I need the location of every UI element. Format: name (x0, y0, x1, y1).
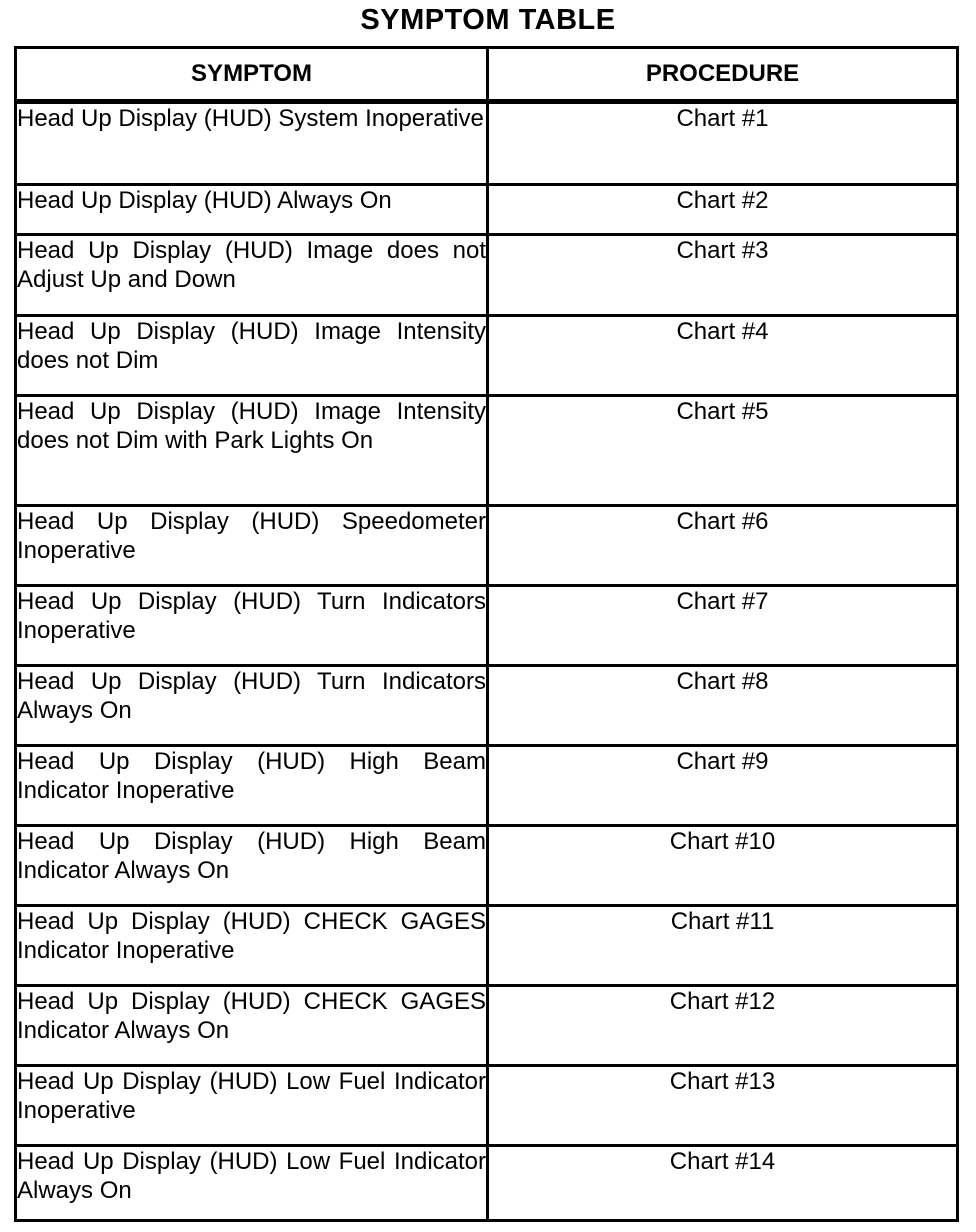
table-row (16, 1146, 958, 1221)
table-row (16, 235, 958, 316)
symptom-cell: Head Up Display (HUD) High Beam Indicator Inoperative (16, 746, 488, 826)
procedure-cell: Chart #12 (488, 986, 958, 1066)
procedure-cell: Chart #11 (488, 906, 958, 986)
procedure-cell: Chart #13 (488, 1066, 958, 1146)
procedure-cell: Chart #7 (488, 586, 958, 666)
symptom-cell: Head Up Display (HUD) Speedometer Inoperative (16, 506, 488, 586)
table-header-row (16, 48, 958, 102)
table-row (16, 185, 958, 235)
symptom-cell: Head Up Display (HUD) Always On (16, 185, 488, 235)
table-row (16, 316, 958, 396)
procedure-cell: Chart #4 (488, 316, 958, 396)
table-row (16, 506, 958, 586)
table-row (16, 1066, 958, 1146)
symptom-cell: Head Up Display (HUD) System Inoperative (16, 102, 488, 185)
symptom-cell: Head Up Display (HUD) Image Intensity does not Dim (16, 316, 488, 396)
table-row (16, 586, 958, 666)
procedure-cell: Chart #5 (488, 396, 958, 506)
table-row (16, 102, 958, 185)
procedure-cell: Chart #6 (488, 506, 958, 586)
symptom-cell: Head Up Display (HUD) High Beam Indicator Always On (16, 826, 488, 906)
symptom-cell: Head Up Display (HUD) Image Intensity does not Dim with Park Lights On (16, 396, 488, 506)
procedure-cell: Chart #2 (488, 185, 958, 235)
symptom-cell: Head Up Display (HUD) CHECK GAGES Indicator Always On (16, 986, 488, 1066)
symptom-table (14, 46, 959, 1222)
procedure-cell: Chart #9 (488, 746, 958, 826)
procedure-cell: Chart #3 (488, 235, 958, 316)
symptom-cell: Head Up Display (HUD) Turn Indicators Inoperative (16, 586, 488, 666)
table-row (16, 666, 958, 746)
table-row (16, 906, 958, 986)
symptom-cell: Head Up Display (HUD) Turn Indicators Always On (16, 666, 488, 746)
page-title: SYMPTOM TABLE (360, 4, 616, 36)
symptom-cell: Head Up Display (HUD) Low Fuel Indicator Always On (16, 1146, 488, 1221)
table-row (16, 986, 958, 1066)
symptom-cell: Head Up Display (HUD) Image does not Adjust Up and Down (16, 235, 488, 316)
column-header-procedure: PROCEDURE (488, 48, 958, 102)
procedure-cell: Chart #14 (488, 1146, 958, 1221)
procedure-cell: Chart #8 (488, 666, 958, 746)
procedure-cell: Chart #1 (488, 102, 958, 185)
table-row (16, 826, 958, 906)
procedure-cell: Chart #10 (488, 826, 958, 906)
table-row (16, 746, 958, 826)
symptom-cell: Head Up Display (HUD) CHECK GAGES Indicator Inoperative (16, 906, 488, 986)
symptom-cell: Head Up Display (HUD) Low Fuel Indicator Inoperative (16, 1066, 488, 1146)
column-header-symptom: SYMPTOM (16, 48, 488, 102)
table-row (16, 396, 958, 506)
